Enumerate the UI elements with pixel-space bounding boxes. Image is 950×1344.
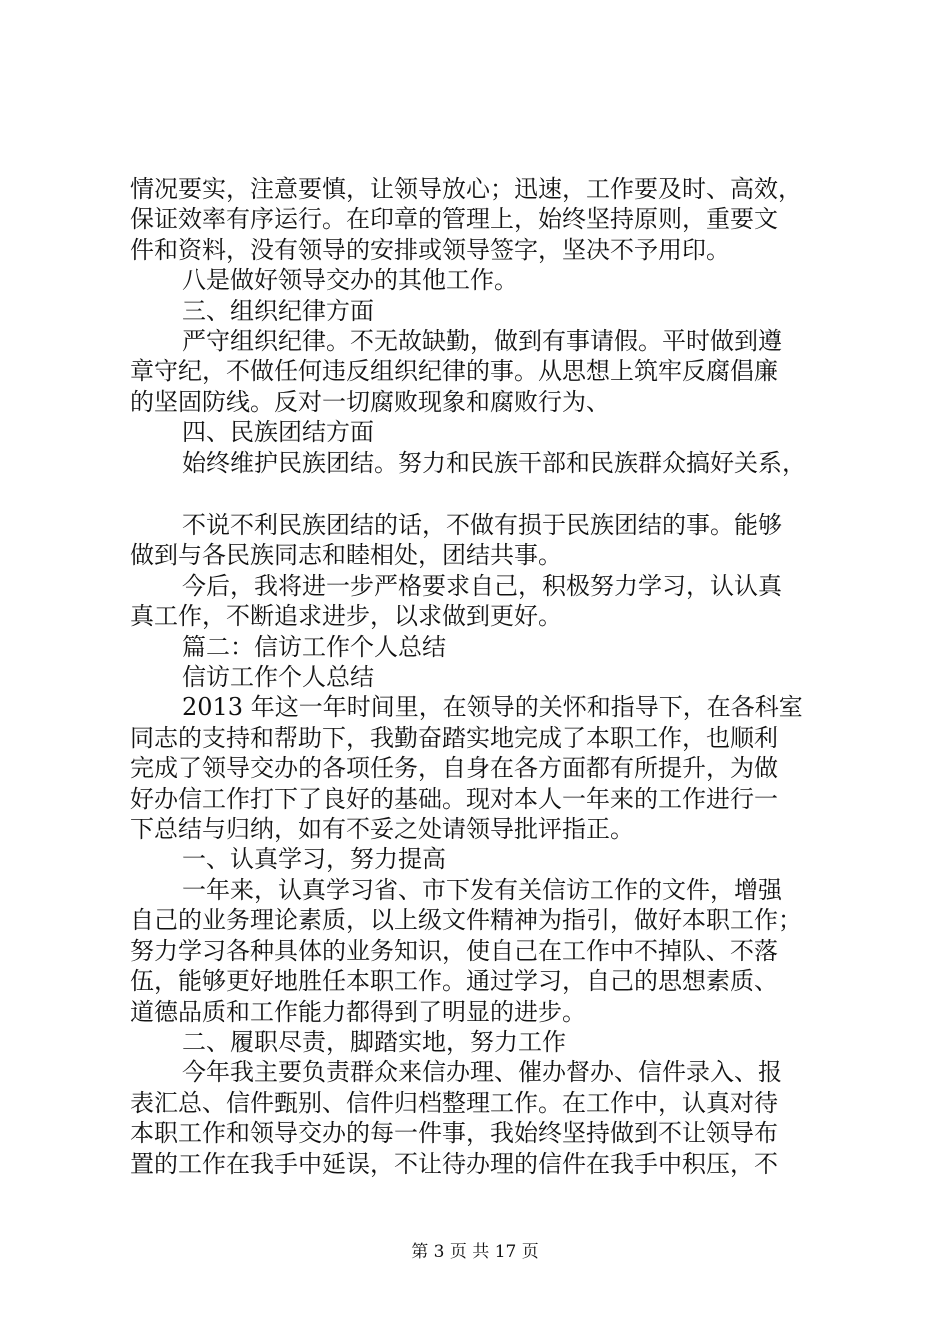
section-heading: 二、履职尽责，脚踏实地，努力工作 xyxy=(182,1027,566,1056)
section-heading: 三、组织纪律方面 xyxy=(182,296,374,325)
paragraph-line: 严守组织纪律。不无故缺勤，做到有事请假。平时做到遵 xyxy=(182,327,782,356)
paragraph-line: 一年来，认真学习省、市下发有关信访工作的文件，增强 xyxy=(182,875,782,904)
section-heading: 一、认真学习，努力提高 xyxy=(182,845,446,874)
paragraph-line: 不说不利民族团结的话，不做有损于民族团结的事。能够 xyxy=(182,511,782,539)
paragraph-line: 今后，我将进一步严格要求自己，积极努力学习，认认真 xyxy=(182,571,782,600)
paragraph-line: 置的工作在我手中延误，不让待办理的信件在我手中积压，不 xyxy=(130,1149,778,1178)
paragraph-line: 本职工作和领导交办的每一件事，我始终坚持做到不让领导布 xyxy=(130,1119,778,1148)
paragraph-line: 下总结与归纳，如有不妥之处请领导批评指正。 xyxy=(130,815,634,844)
paragraph-line: 件和资料，没有领导的安排或领导签字，坚决不予用印。 xyxy=(130,235,730,264)
paragraph-line: 自己的业务理论素质，以上级文件精神为指引，做好本职工作； xyxy=(130,906,802,935)
paragraph-line: 2013 年这一年时间里，在领导的关怀和指导下，在各科室 xyxy=(182,693,803,722)
paragraph-line: 情况要实，注意要慎，让领导放心；迅速，工作要及时、高效， xyxy=(130,175,802,203)
paragraph-line: 完成了领导交办的各项任务，自身在各方面都有所提升，为做 xyxy=(130,754,778,783)
paragraph-line: 做到与各民族同志和睦相处，团结共事。 xyxy=(130,541,562,570)
paragraph-line: 好办信工作打下了良好的基础。现对本人一年来的工作进行一 xyxy=(130,784,778,813)
paragraph-line: 保证效率有序运行。在印章的管理上，始终坚持原则，重要文 xyxy=(130,205,778,234)
paragraph-line: 今年我主要负责群众来信办理、催办督办、信件录入、报 xyxy=(182,1058,782,1087)
paragraph-line: 的坚固防线。反对一切腐败现象和腐败行为、 xyxy=(130,387,610,416)
paragraph-line: 努力学习各种具体的业务知识，使自己在工作中不掉队、不落 xyxy=(130,936,778,965)
paragraph-line: 同志的支持和帮助下，我勤奋踏实地完成了本职工作，也顺利 xyxy=(130,723,778,752)
paragraph-line: 章守纪，不做任何违反组织纪律的事。从思想上筑牢反腐倡廉 xyxy=(130,357,778,386)
paragraph-line: 八是做好领导交办的其他工作。 xyxy=(182,266,518,295)
paragraph-line: 真工作，不断追求进步，以求做到更好。 xyxy=(130,602,562,631)
paragraph-line: 道德品质和工作能力都得到了明显的进步。 xyxy=(130,997,586,1026)
page-footer: 第 3 页 共 17 页 xyxy=(411,1242,539,1262)
paragraph-line: 表汇总、信件甄别、信件归档整理工作。在工作中，认真对待 xyxy=(130,1088,778,1117)
paragraph-line: 始终维护民族团结。努力和民族干部和民族群众搞好关系， xyxy=(182,448,806,477)
section-heading: 信访工作个人总结 xyxy=(182,663,374,692)
section-heading: 篇二：信访工作个人总结 xyxy=(182,632,446,661)
paragraph-line: 伍，能够更好地胜任本职工作。通过学习，自己的思想素质、 xyxy=(130,967,778,996)
text-block-top xyxy=(130,174,830,478)
section-heading: 四、民族团结方面 xyxy=(182,418,374,447)
text-block-bottom xyxy=(130,510,830,1179)
